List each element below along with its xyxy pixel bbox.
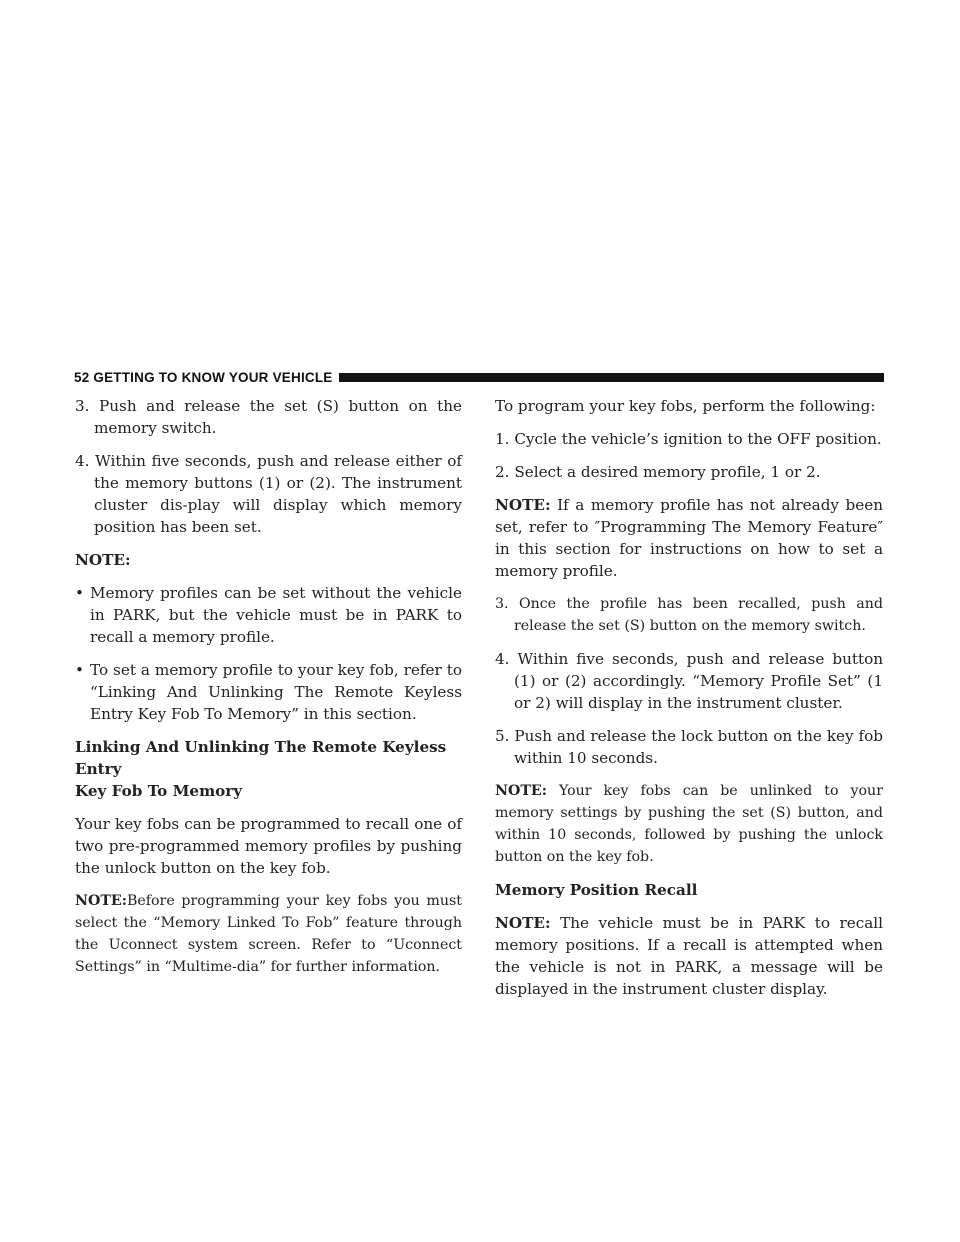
- note-label: NOTE:: [495, 783, 547, 799]
- right-note-3: [495, 912, 883, 1000]
- bullet-item: [75, 659, 462, 725]
- note-text: The vehicle must be in PARK to recall memory positions. If a recall is attempted when the vehicle is not in PARK, a message will be displayed in the instrument cluster display.: [495, 914, 884, 998]
- left-column: [75, 395, 462, 989]
- bullet-text: To set a memory profile to your key fob, refer to “Linking And Unlinking The Remote Keyless Entry Key Fob To Memory” in this section.: [90, 661, 462, 723]
- note-label: NOTE:: [495, 914, 551, 932]
- right-note-2: [495, 780, 883, 868]
- section-heading-recall: Memory Position Recall: [495, 881, 698, 899]
- left-step-4: 4. Within five seconds, push and release either of the memory buttons (1) or (2). The instrument cluster dis-play will display which memory position has been set.: [75, 452, 462, 536]
- right-step-3: 3. Once the profile has been recalled, push and release the set (S) button on the memory switch.: [495, 596, 883, 634]
- bullet-item: [75, 582, 462, 648]
- bullet-text: Memory profiles can be set without the vehicle in PARK, but the vehicle must be in PARK to recall a memory profile.: [90, 584, 462, 646]
- section-heading-linking: [75, 736, 462, 802]
- bullet-dot: •: [75, 661, 84, 679]
- left-paragraph-1: Your key fobs can be programmed to recall one of two pre-programmed memory profiles by pushing the unlock button on the key fob.: [75, 815, 462, 877]
- note-text: Your key fobs can be unlinked to your memory settings by pushing the set (S) button, and within 10 seconds, followed by pushing the unlock button on the key fob.: [495, 783, 883, 865]
- right-step-4: 4. Within five seconds, push and release button (1) or (2) accordingly. “Memory Profile Set” (1 or 2) will display in the instrument cluster.: [495, 650, 883, 712]
- page-number: 52: [74, 369, 90, 385]
- right-step-1: 1. Cycle the vehicle’s ignition to the OFF position.: [495, 430, 882, 448]
- right-step-5: 5. Push and release the lock button on the key fob within 10 seconds.: [495, 727, 883, 767]
- page-header-text: [74, 370, 333, 385]
- right-column: [495, 395, 883, 1011]
- right-note-1: [495, 494, 883, 582]
- right-intro: To program your key fobs, perform the following:: [495, 397, 876, 415]
- heading-line-2: Key Fob To Memory: [75, 782, 243, 800]
- bullet-dot: •: [75, 584, 84, 602]
- note-heading: NOTE:: [75, 551, 131, 569]
- heading-line-1: Linking And Unlinking The Remote Keyless Entry: [75, 738, 447, 778]
- header-rule: [339, 373, 885, 382]
- note-label: NOTE:: [495, 496, 551, 514]
- note-label: NOTE:: [75, 893, 127, 909]
- left-step-3: 3. Push and release the set (S) button on the memory switch.: [75, 397, 462, 437]
- page-header: [74, 369, 884, 385]
- note-text: Before programming your key fobs you must select the “Memory Linked To Fob” feature through the Uconnect system screen. Refer to “Uconnect Settings” in “Multime-dia” for further information.: [75, 893, 462, 975]
- note-text: If a memory profile has not already been set, refer to ″Programming The Memory Feature″ in this section for instructions on how to set a memory profile.: [495, 496, 884, 580]
- left-note-paragraph: [75, 890, 462, 978]
- right-step-2: 2. Select a desired memory profile, 1 or 2.: [495, 463, 821, 481]
- section-title: GETTING TO KNOW YOUR VEHICLE: [93, 369, 333, 385]
